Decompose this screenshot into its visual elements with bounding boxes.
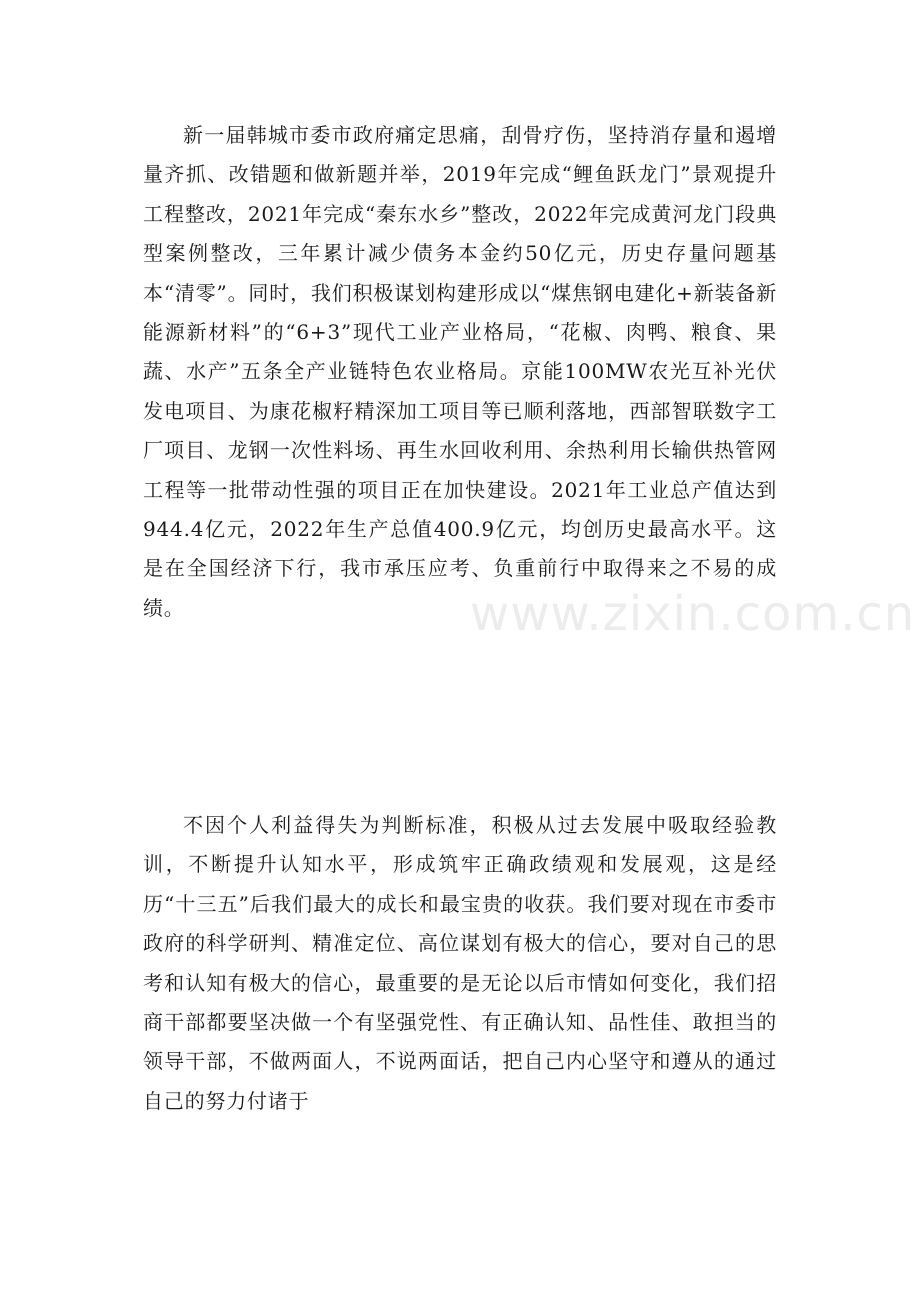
watermark: www.zixin.com.cn [470,586,916,642]
paragraph-reflection: 不因个人利益得失为判断标准，积极从过去发展中吸取经验教训，不断提升认知水平，形成筑牢正确政绩观和发展观，这是经历“十三五”后我们最大的成长和最宝贵的收获。我们要对现在市委市政府的科学研判、精准定位、高位谋划有极大的信心，要对自己的思考和认知有极大的信心，最重要的是无论以后市情如何变化，我们招商干部都要坚决做一个有坚强党性、有正确认知、品性佳、敢担当的领导干部，不做两面人，不说两面话，把自己内心坚守和遵从的通过自己的努力付诸于 [143,813,777,1113]
paragraph-achievements: 新一届韩城市委市政府痛定思痛，刮骨疗伤，坚持消存量和遏增量齐抓、改错题和做新题并举，2019年完成“鲤鱼跃龙门”景观提升工程整改，2021年完成“秦东水乡”整改，2022年完成黄河龙门段典型案例整改，三年累计减少债务本金约50亿元，历史存量问题基本“清零”。同时，我们积极谋划构建形成以“煤焦钢电建化+新装备新能源新材料”的“6+3”现代工业产业格局，“花椒、肉鸭、粮食、果蔬、水产”五条全产业链特色农业格局。京能100MW农光互补光伏发电项目、为康花椒籽精深加工项目等已顺利落地，西部智联数字工厂项目、龙钢一次性料场、再生水回收利用、余热利用长输供热管网工程等一批带动性强的项目正在加快建设。2021年工业总产值达到944.4亿元，2022年生产总值400.9亿元，均创历史最高水平。这是在全国经济下行，我市承压应考、负重前行中取得来之不易的成绩。 [143,123,777,620]
